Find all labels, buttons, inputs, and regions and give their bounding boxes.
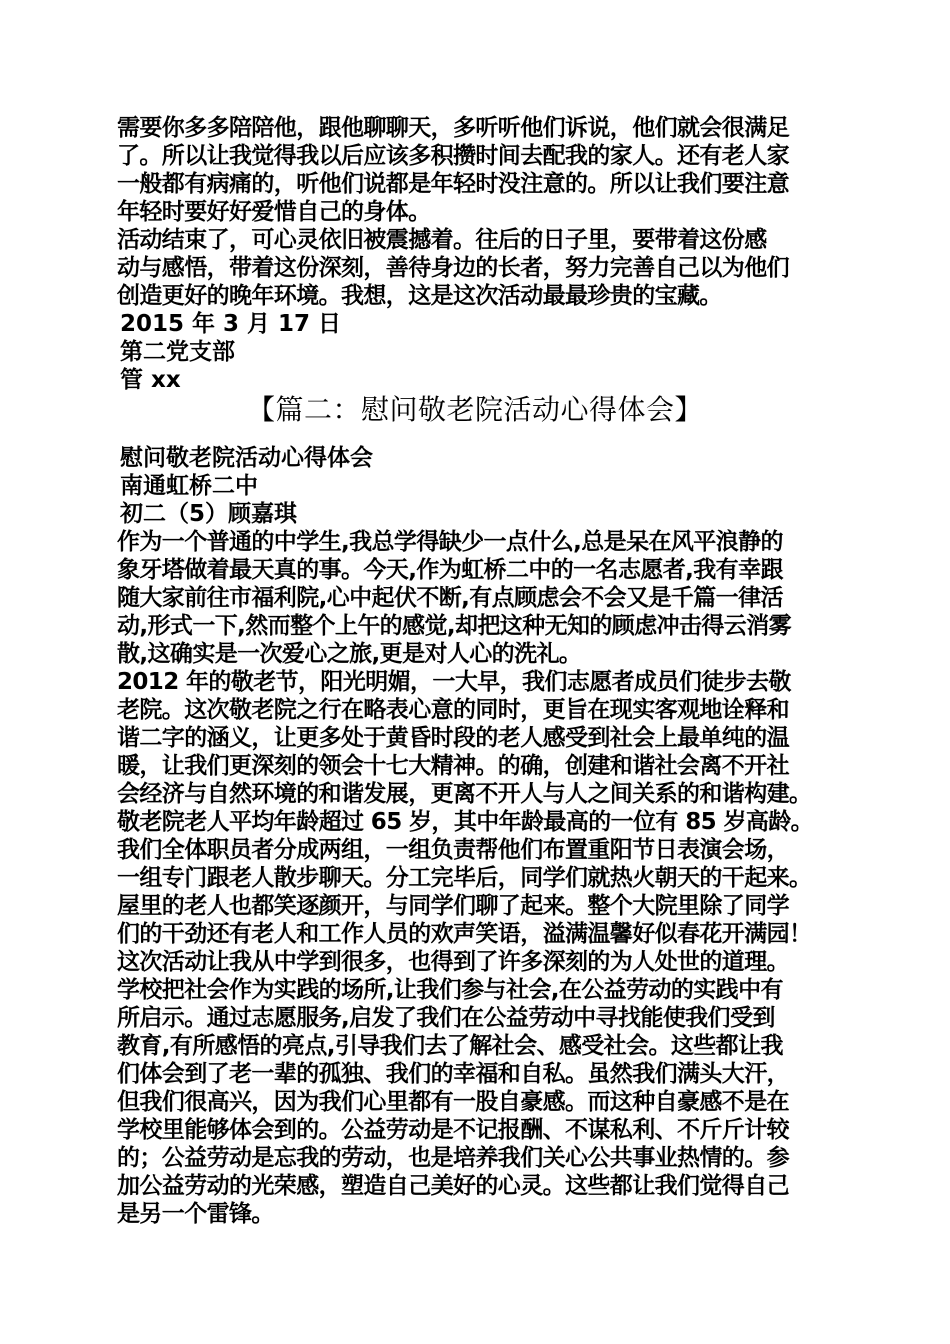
text-line: 所启示。通过志愿服务,启发了我们在公益劳动中寻找能使我们受到 (117, 1005, 775, 1031)
text-line: 作为一个普通的中学生,我总学得缺少一点什么,总是呆在风平浪静的 (117, 529, 783, 555)
text-line: 是另一个雷锋。 (117, 1201, 274, 1227)
part1-body (117, 114, 837, 394)
text-line: 会经济与自然环境的和谐发展，更离不开人与人之间关系的和谐构建。 (117, 781, 812, 807)
part1-paragraph-1 (117, 114, 837, 226)
text-line: 敬老院老人平均年龄超过 65 岁，其中年龄最高的一位有 85 岁高龄。 (117, 809, 814, 835)
text-line: 老院。这次敬老院之行在略表心意的同时，更旨在现实客观地诠释和 (117, 697, 790, 723)
date-line: 2015 年 3 月 17 日 (120, 311, 342, 337)
part2-paragraph-1 (117, 528, 842, 668)
text-line: 活动结束了，可心灵依旧被震撼着。往后的日子里，要带着这份感 (117, 227, 767, 253)
part2-paragraph-4 (117, 976, 842, 1228)
text-line: 们体会到了老一辈的孤独、我们的幸福和自私。虽然我们满头大汗， (117, 1061, 790, 1087)
text-line: 的；公益劳动是忘我的劳动，也是培养我们关心公共事业热情的。参 (117, 1145, 790, 1171)
text-line: 我们全体职员者分成两组，一组负责帮他们布置重阳节日表演会场， (117, 837, 790, 863)
article-title: 慰问敬老院活动心得体会 (120, 445, 373, 471)
text-line: 象牙塔做着最天真的事。今天,作为虹桥二中的一名志愿者,我有幸跟 (117, 557, 783, 583)
text-line: 创造更好的晚年环境。我想，这是这次活动最最珍贵的宝藏。 (117, 283, 722, 309)
text-line: 了。所以让我觉得我以后应该多积攒时间去配我的家人。还有老人家 (117, 143, 790, 169)
part2-body (117, 444, 842, 1228)
text-line: 但我们很高兴，因为我们心里都有一股自豪感。而这种自豪感不是在 (117, 1089, 790, 1115)
section-heading: 【篇二：慰问敬老院活动心得体会】 (246, 393, 703, 426)
text-line: 谐二字的涵义，让更多处于黄昏时段的老人感受到社会上最单纯的温 (117, 725, 790, 751)
text-line: 学校里能够体会到的。公益劳动是不记报酬、不谋私利、不斤斤计较 (117, 1117, 790, 1143)
student-name: 初二（5）顾嘉琪 (120, 501, 298, 527)
part2-paragraph-2 (117, 668, 842, 948)
part1-paragraph-2 (117, 226, 837, 310)
organization-line: 第二党支部 (120, 339, 235, 365)
author-line: 管 xx (120, 367, 181, 393)
part2-paragraph-3 (117, 948, 842, 976)
text-line: 暖，让我们更深刻的领会十七大精神。的确，创建和谐社会离不开社 (117, 753, 790, 779)
text-line: 动与感悟，带着这份深刻，善待身边的长者，努力完善自己以为他们 (117, 255, 790, 281)
school-name: 南通虹桥二中 (120, 473, 258, 499)
text-line: 们的干劲还有老人和工作人员的欢声笑语，溢满温馨好似春花开满园！ (117, 921, 812, 947)
text-line: 教育,有所感悟的亮点,引导我们去了解社会、感受社会。这些都让我 (117, 1033, 783, 1059)
text-line: 学校把社会作为实践的场所,让我们参与社会,在公益劳动的实践中有 (117, 977, 783, 1003)
text-line: 屋里的老人也都笑逐颜开，与同学们聊了起来。整个大院里除了同学 (117, 893, 790, 919)
text-line: 随大家前往市福利院,心中起伏不断,有点顾虑会不会又是千篇一律活 (117, 585, 783, 611)
text-line: 一般都有病痛的，听他们说都是年轻时没注意的。所以让我们要注意 (117, 171, 790, 197)
text-line: 2012 年的敬老节，阳光明媚，一大早，我们志愿者成员们徒步去敬 (117, 669, 791, 695)
text-line: 散,这确实是一次爱心之旅,更是对人心的洗礼。 (117, 641, 582, 667)
text-line: 动,形式一下,然而整个上午的感觉,却把这种无知的顾虑冲击得云消雾 (117, 613, 792, 639)
text-line: 需要你多多陪陪他，跟他聊聊天，多听听他们诉说，他们就会很满足 (117, 115, 790, 141)
text-line: 加公益劳动的光荣感，塑造自己美好的心灵。这些都让我们觉得自己 (117, 1173, 790, 1199)
text-line: 年轻时要好好爱惜自己的身体。 (117, 199, 431, 225)
text-line: 一组专门跟老人散步聊天。分工完毕后，同学们就热火朝天的干起来。 (117, 865, 812, 891)
text-line: 这次活动让我从中学到很多，也得到了许多深刻的为人处世的道理。 (117, 949, 790, 975)
